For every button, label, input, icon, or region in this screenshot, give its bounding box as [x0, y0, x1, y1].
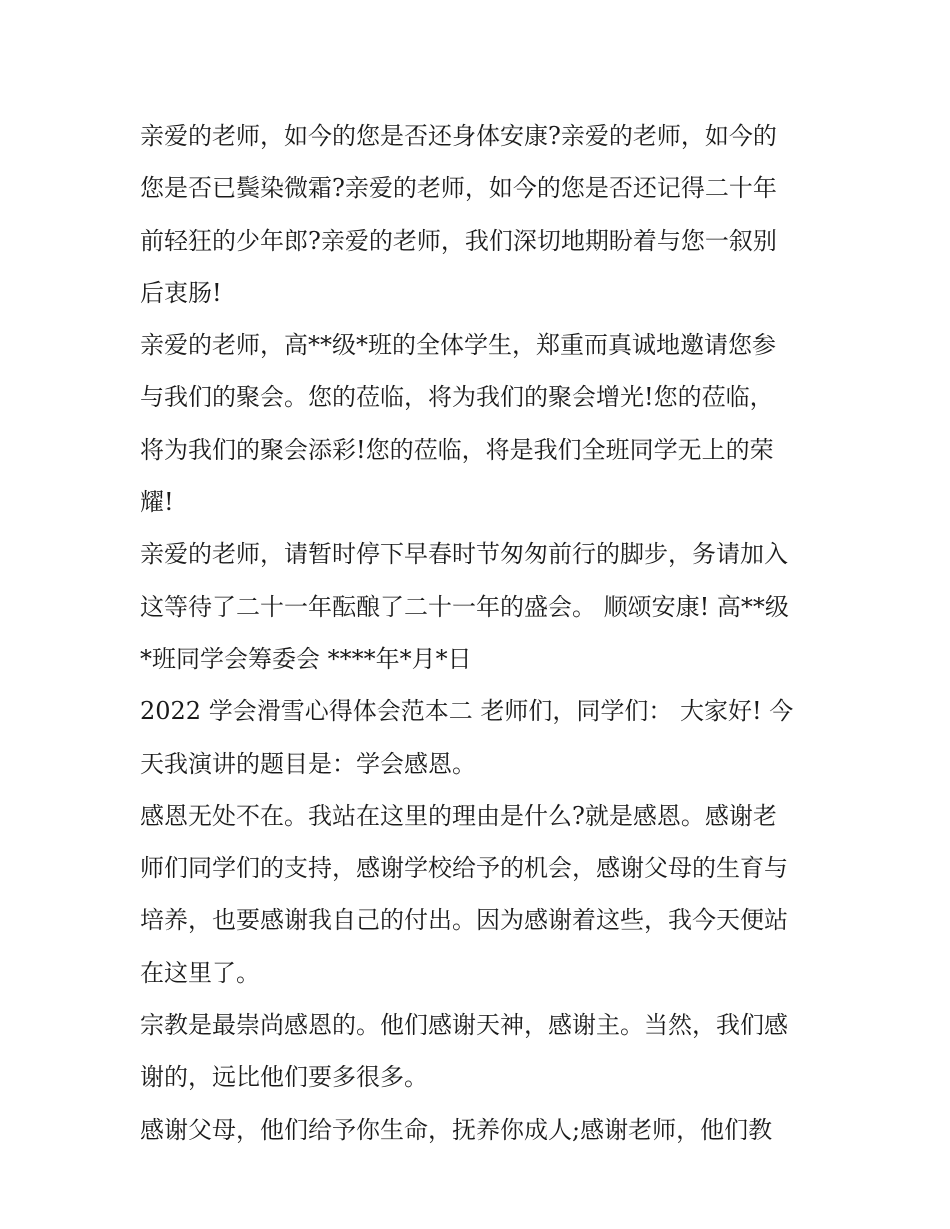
paragraph-religion: [140, 999, 820, 1104]
text-line: 感恩无处不在。我站在这里的理由是什么?就是感恩。感谢老: [140, 801, 777, 830]
text-line: 您是否已鬓染微霜?亲爱的老师，如今的您是否还记得二十年: [140, 174, 777, 203]
text-line: *班同学会筹委会 ****年*月*日: [140, 644, 472, 673]
paragraph-gratitude-everywhere: [140, 790, 820, 999]
paragraph-invitation-greeting: [140, 110, 820, 319]
paragraph-thank-parents: [140, 1104, 820, 1156]
text-line: 后衷肠!: [140, 278, 222, 307]
text-line: 耀!: [140, 488, 174, 517]
text-line: 前轻狂的少年郎?亲爱的老师，我们深切地期盼着与您一叙别: [140, 226, 777, 255]
text-line: 亲爱的老师，高**级*班的全体学生，郑重而真诚地邀请您参: [140, 331, 776, 360]
text-line: 师们同学们的支持，感谢学校给予的机会，感谢父母的生育与: [140, 854, 788, 883]
paragraph-invitation-body: [140, 319, 820, 528]
text-line: 将为我们的聚会添彩!您的莅临，将是我们全班同学无上的荣: [140, 435, 774, 464]
text-line: 天我演讲的题目是：学会感恩。: [140, 749, 476, 778]
paragraph-invitation-closing: [140, 528, 820, 685]
text-line: 宗教是最崇尚感恩的。他们感谢天神，感谢主。当然，我们感: [140, 1011, 788, 1040]
text-line: 亲爱的老师，请暂时停下早春时节匆匆前行的脚步，务请加入: [140, 540, 788, 569]
text-line: 感谢父母，他们给予你生命，抚养你成人;感谢老师，他们教: [140, 1115, 773, 1144]
paragraph-speech-title: [140, 685, 820, 790]
document-page: [140, 110, 820, 1156]
text-line: 在这里了。: [140, 958, 260, 987]
text-line: 与我们的聚会。您的莅临，将为我们的聚会增光!您的莅临，: [140, 383, 774, 412]
text-line: 培养，也要感谢我自己的付出。因为感谢着这些，我今天便站: [140, 906, 788, 935]
text-line: 亲爱的老师，如今的您是否还身体安康?亲爱的老师，如今的: [140, 122, 777, 150]
text-line: 2022 学会滑雪心得体会范本二 老师们，同学们： 大家好! 今: [140, 697, 794, 726]
text-line: 这等待了二十一年酝酿了二十一年的盛会。 顺颂安康! 高**级: [140, 592, 789, 621]
text-line: 谢的，远比他们要多很多。: [140, 1063, 428, 1092]
